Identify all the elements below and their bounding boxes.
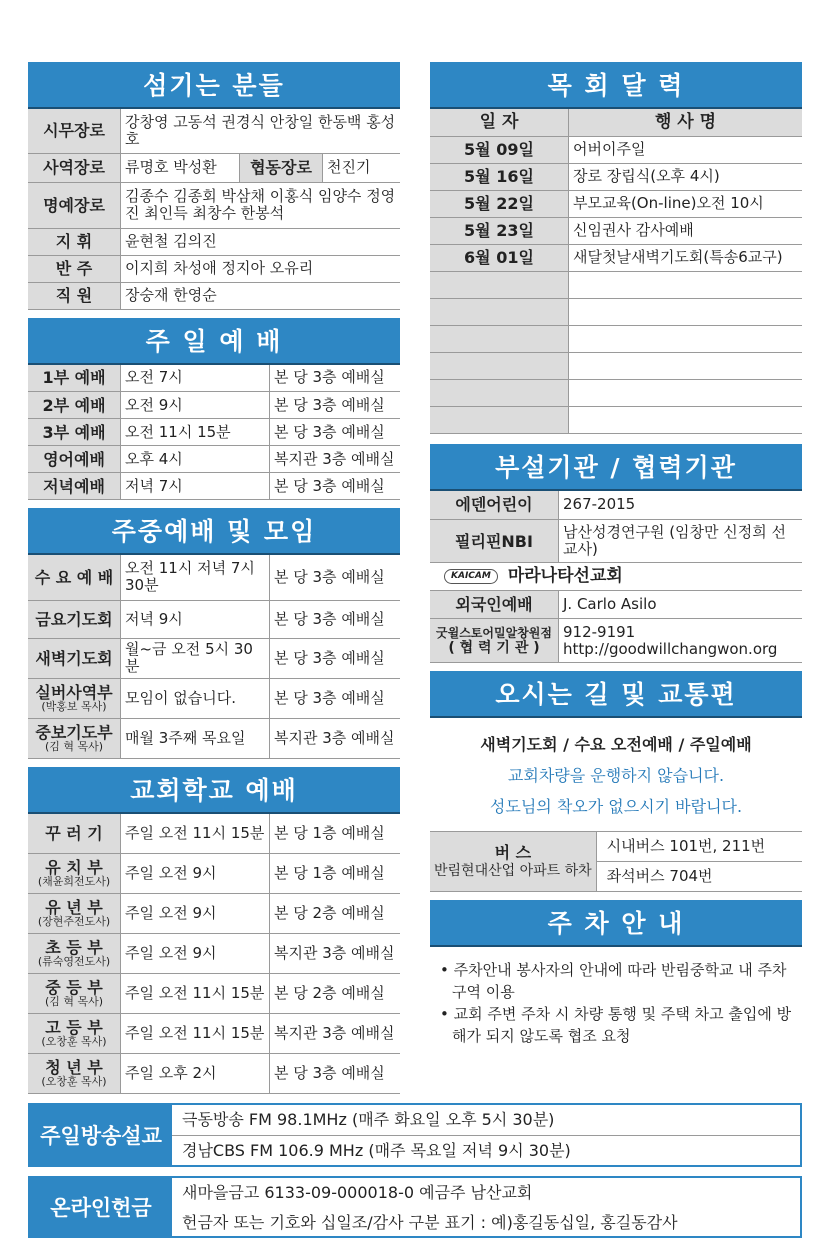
table-row: [28, 255, 400, 282]
row-event: 부모교육(On-line)오전 10시: [569, 190, 803, 217]
row-event: 어버이주일: [569, 136, 803, 163]
table-row: [430, 244, 802, 271]
table-row: [430, 491, 802, 520]
label-main: 초 등 부: [45, 938, 103, 957]
parking-item: • 교회 주변 주차 시 차량 통행 및 주택 차고 출입에 방해가 되지 않도록 협조 요청: [440, 1005, 792, 1045]
row-event: 신임권사 감사예배: [569, 217, 803, 244]
servers-table: [28, 109, 400, 310]
row-label: [28, 894, 121, 934]
table-row: [28, 718, 400, 758]
broadcast-line-1: 극동방송 FM 98.1MHz (매주 화요일 오후 5시 30분): [172, 1105, 800, 1136]
label-main: 중보기도부: [35, 722, 113, 742]
row-label: [28, 678, 121, 718]
row-place: 본 당 3층 예배실: [270, 1054, 401, 1094]
row-date: 5월 22일: [430, 190, 569, 217]
table-row: [28, 109, 400, 153]
table-row: [28, 228, 400, 255]
label-main: 중 등 부: [45, 978, 103, 997]
row-label: [28, 974, 121, 1014]
table-row: [28, 282, 400, 309]
label-sub: ( 협 력 기 관 ): [448, 639, 540, 656]
table-row: [28, 473, 400, 500]
parking-section: [430, 900, 802, 1047]
church-school-title: 교회학교 예배: [28, 767, 400, 814]
left-column: [28, 62, 400, 1102]
row-place: 본 당 3층 예배실: [270, 638, 401, 678]
parking-title: 주 차 안 내: [430, 900, 802, 947]
row-place: 복지관 3층 예배실: [270, 1014, 401, 1054]
table-row: [28, 854, 400, 894]
row-label: [28, 1014, 121, 1054]
parking-notes: [430, 947, 802, 1047]
row-value: 이지희 차성애 정지아 오유리: [121, 255, 401, 282]
row-place: 복지관 3층 예배실: [270, 446, 401, 473]
notice-line-3: 성도님의 착오가 없으시기 바랍니다.: [489, 797, 743, 816]
label-main: 유 년 부: [45, 898, 103, 917]
label-sub: (김 혁 목사): [44, 739, 104, 753]
row-value: [559, 619, 803, 663]
row-place: 본 당 2층 예배실: [270, 974, 401, 1014]
row-place: 본 당 3층 예배실: [270, 600, 401, 638]
label-main: 고 등 부: [45, 1018, 103, 1037]
row-place: 본 당 3층 예배실: [270, 678, 401, 718]
row-label: 새벽기도회: [28, 638, 121, 678]
empty-row: [430, 271, 802, 298]
row-time: 주일 오전 11시 15분: [121, 814, 270, 854]
row-label: 영어예배: [28, 446, 121, 473]
directions-title: 오시는 길 및 교통편: [430, 671, 802, 718]
table-row: [28, 814, 400, 854]
row-time: 오전 11시 15분: [121, 419, 270, 446]
empty-row: [430, 325, 802, 352]
website-link[interactable]: http://goodwillchangwon.org: [563, 639, 778, 658]
row-value: 267-2015: [559, 491, 803, 520]
row-label: 외국인예배: [430, 591, 559, 619]
table-row: [430, 136, 802, 163]
affiliates-table: [430, 491, 802, 664]
table-row: [28, 153, 400, 182]
row-value: 류명호 박성환: [121, 153, 240, 182]
row-value: 윤현철 김의진: [121, 228, 401, 255]
offering-box: [28, 1176, 802, 1238]
label-sub: (채윤희전도사): [37, 875, 111, 888]
label-sub: (오창훈 목사): [41, 1035, 107, 1048]
row-value: 김종수 김종회 박삼채 이홍식 임양수 정영진 최인득 최창수 한봉석: [121, 182, 401, 228]
table-row: [28, 1014, 400, 1054]
row-time: 오전 11시 저녁 7시 30분: [121, 555, 270, 600]
row-time: 저녁 7시: [121, 473, 270, 500]
mission-row: [430, 563, 802, 591]
directions-section: [430, 671, 802, 892]
table-row: [430, 563, 802, 591]
table-row: [28, 1054, 400, 1094]
label-sub: (류숙영전도사): [37, 955, 111, 968]
broadcast-box: [28, 1103, 802, 1167]
weekday-section: [28, 508, 400, 759]
label-main: 청 년 부: [45, 1058, 103, 1077]
row-label: [430, 619, 559, 663]
row-label: 사역장로: [28, 153, 121, 182]
offering-line-2: 헌금자 또는 기호와 십일조/감사 구분 표기 : 예)홍길동십일, 홍길동감사: [182, 1213, 678, 1232]
sunday-worship-title: 주 일 예 배: [28, 318, 400, 365]
row-date: 6월 01일: [430, 244, 569, 271]
notice-line-1: 새벽기도회 / 수요 오전예배 / 주일예배: [480, 735, 752, 754]
table-row: [430, 832, 802, 862]
mission-name: 마라나타선교회: [507, 566, 623, 586]
row-label: 지 휘: [28, 228, 121, 255]
row-time: 오후 4시: [121, 446, 270, 473]
offering-lines: [172, 1178, 800, 1236]
label-sub: (김 혁 목사): [44, 995, 104, 1008]
table-row: [430, 520, 802, 563]
row-label: [28, 718, 121, 758]
label-sub: (오창훈 목사): [41, 1075, 107, 1088]
row-place: 본 당 1층 예배실: [270, 814, 401, 854]
sunday-worship-table: [28, 365, 400, 501]
offering-title: 온라인헌금: [30, 1178, 172, 1236]
right-column: [430, 62, 802, 1055]
broadcast-line-2: 경남CBS FM 106.9 MHz (매주 목요일 저녁 9시 30분): [182, 1141, 571, 1160]
table-row: [28, 600, 400, 638]
label-sub: (박홍보 목사): [41, 699, 107, 713]
bus-label: [430, 832, 596, 892]
col-event-header: 행 사 명: [569, 109, 803, 136]
weekday-title: 주중예배 및 모임: [28, 508, 400, 555]
row-place: 본 당 2층 예배실: [270, 894, 401, 934]
row-date: 5월 09일: [430, 136, 569, 163]
row-place: 복지관 3층 예배실: [270, 718, 401, 758]
row-label: 금요기도회: [28, 600, 121, 638]
row-time: 주일 오후 2시: [121, 1054, 270, 1094]
calendar-section: [430, 62, 802, 434]
table-row: [28, 974, 400, 1014]
label-main: 굿윌스토어밀알창원점: [436, 625, 552, 640]
row-label: 꾸 러 기: [28, 814, 121, 854]
row-value: J. Carlo Asilo: [559, 591, 803, 619]
row-place: 본 당 3층 예배실: [270, 392, 401, 419]
calendar-table: [430, 109, 802, 434]
row-label: 명예장로: [28, 182, 121, 228]
row-value: 강창영 고동석 권경식 안창일 한동백 홍성호: [121, 109, 401, 153]
row-place: 본 당 3층 예배실: [270, 419, 401, 446]
table-row: [28, 555, 400, 600]
table-row: [28, 446, 400, 473]
label-sub: (장현주전도사): [37, 915, 111, 928]
table-row: [28, 392, 400, 419]
row-label: 직 원: [28, 282, 121, 309]
row-label: 반 주: [28, 255, 121, 282]
empty-row: [430, 352, 802, 379]
kaicam-logo: KAICAM: [444, 569, 498, 584]
bus-line-2: 좌석버스 704번: [596, 862, 802, 892]
row-time: 오전 9시: [121, 392, 270, 419]
broadcast-title: 주일방송설교: [30, 1105, 172, 1165]
empty-row: [430, 379, 802, 406]
row-time: 오전 7시: [121, 365, 270, 392]
phone: 912-9191: [563, 622, 636, 641]
table-row: [430, 163, 802, 190]
row-label: 에덴어린이: [430, 491, 559, 520]
table-row: [28, 365, 400, 392]
church-school-table: [28, 814, 400, 1095]
affiliates-title: 부설기관 / 협력기관: [430, 444, 802, 491]
row-time: 저녁 9시: [121, 600, 270, 638]
row-time: 모임이 없습니다.: [121, 678, 270, 718]
servers-title: 섬기는 분들: [28, 62, 400, 109]
row-time: 주일 오전 11시 15분: [121, 974, 270, 1014]
row-time: 주일 오전 9시: [121, 934, 270, 974]
table-row: [28, 934, 400, 974]
col-date-header: 일 자: [430, 109, 569, 136]
row-label: 1부 예배: [28, 365, 121, 392]
row-place: 본 당 3층 예배실: [270, 365, 401, 392]
bus-stop: 반림현대산업 아파트 하차: [434, 862, 592, 879]
row-time: 주일 오전 9시: [121, 854, 270, 894]
servers-section: [28, 62, 400, 310]
church-school-section: [28, 767, 400, 1095]
row-value: 천진기: [323, 153, 401, 182]
affiliates-section: [430, 444, 802, 664]
empty-row: [430, 298, 802, 325]
calendar-title: 목 회 달 력: [430, 62, 802, 109]
row-label: [28, 1054, 121, 1094]
row-time: 주일 오전 9시: [121, 894, 270, 934]
table-row: [430, 217, 802, 244]
row-event: 새달첫날새벽기도회(특송6교구): [569, 244, 803, 271]
row-event: 장로 장립식(오후 4시): [569, 163, 803, 190]
row-value: 남산성경연구원 (임창만 신정희 선교사): [559, 520, 803, 563]
row-place: 본 당 3층 예배실: [270, 555, 401, 600]
offering-line-1: 새마을금고 6133-09-000018-0 예금주 남산교회: [182, 1183, 533, 1202]
directions-notice: [430, 718, 802, 831]
row-time: 주일 오전 11시 15분: [121, 1014, 270, 1054]
empty-row: [430, 406, 802, 433]
row-label: 저녁예배: [28, 473, 121, 500]
label-main: 실버사역부: [35, 682, 113, 702]
parking-item: • 주차안내 봉사자의 안내에 따라 반림중학교 내 주차구역 이용: [440, 961, 787, 1001]
table-header-row: [430, 109, 802, 136]
row-label: [28, 854, 121, 894]
row-time: 매월 3주째 목요일: [121, 718, 270, 758]
row-label: 시무장로: [28, 109, 121, 153]
table-row: [28, 894, 400, 934]
label-main: 유 치 부: [45, 858, 103, 877]
broadcast-lines: [172, 1105, 800, 1165]
table-row: [430, 619, 802, 663]
table-row: [28, 419, 400, 446]
row-place: 본 당 1층 예배실: [270, 854, 401, 894]
bus-label-main: 버 스: [494, 842, 532, 862]
notice-line-2: 교회차량을 운행하지 않습니다.: [507, 766, 725, 785]
row-label: 수 요 예 배: [28, 555, 121, 600]
row-place: 본 당 3층 예배실: [270, 473, 401, 500]
bus-table: [430, 831, 802, 892]
table-row: [28, 638, 400, 678]
row-time: 월~금 오전 5시 30분: [121, 638, 270, 678]
row-label: 3부 예배: [28, 419, 121, 446]
row-label: [28, 934, 121, 974]
row-place: 복지관 3층 예배실: [270, 934, 401, 974]
row-date: 5월 23일: [430, 217, 569, 244]
row-label: 필리핀NBI: [430, 520, 559, 563]
sunday-worship-section: [28, 318, 400, 501]
row-value: 장숭재 한영순: [121, 282, 401, 309]
table-row: [430, 591, 802, 619]
table-row: [28, 678, 400, 718]
table-row: [28, 182, 400, 228]
weekday-table: [28, 555, 400, 759]
row-label: 2부 예배: [28, 392, 121, 419]
row-label: 협동장로: [240, 153, 323, 182]
row-date: 5월 16일: [430, 163, 569, 190]
table-row: [430, 190, 802, 217]
bus-line-1: 시내버스 101번, 211번: [596, 832, 802, 862]
